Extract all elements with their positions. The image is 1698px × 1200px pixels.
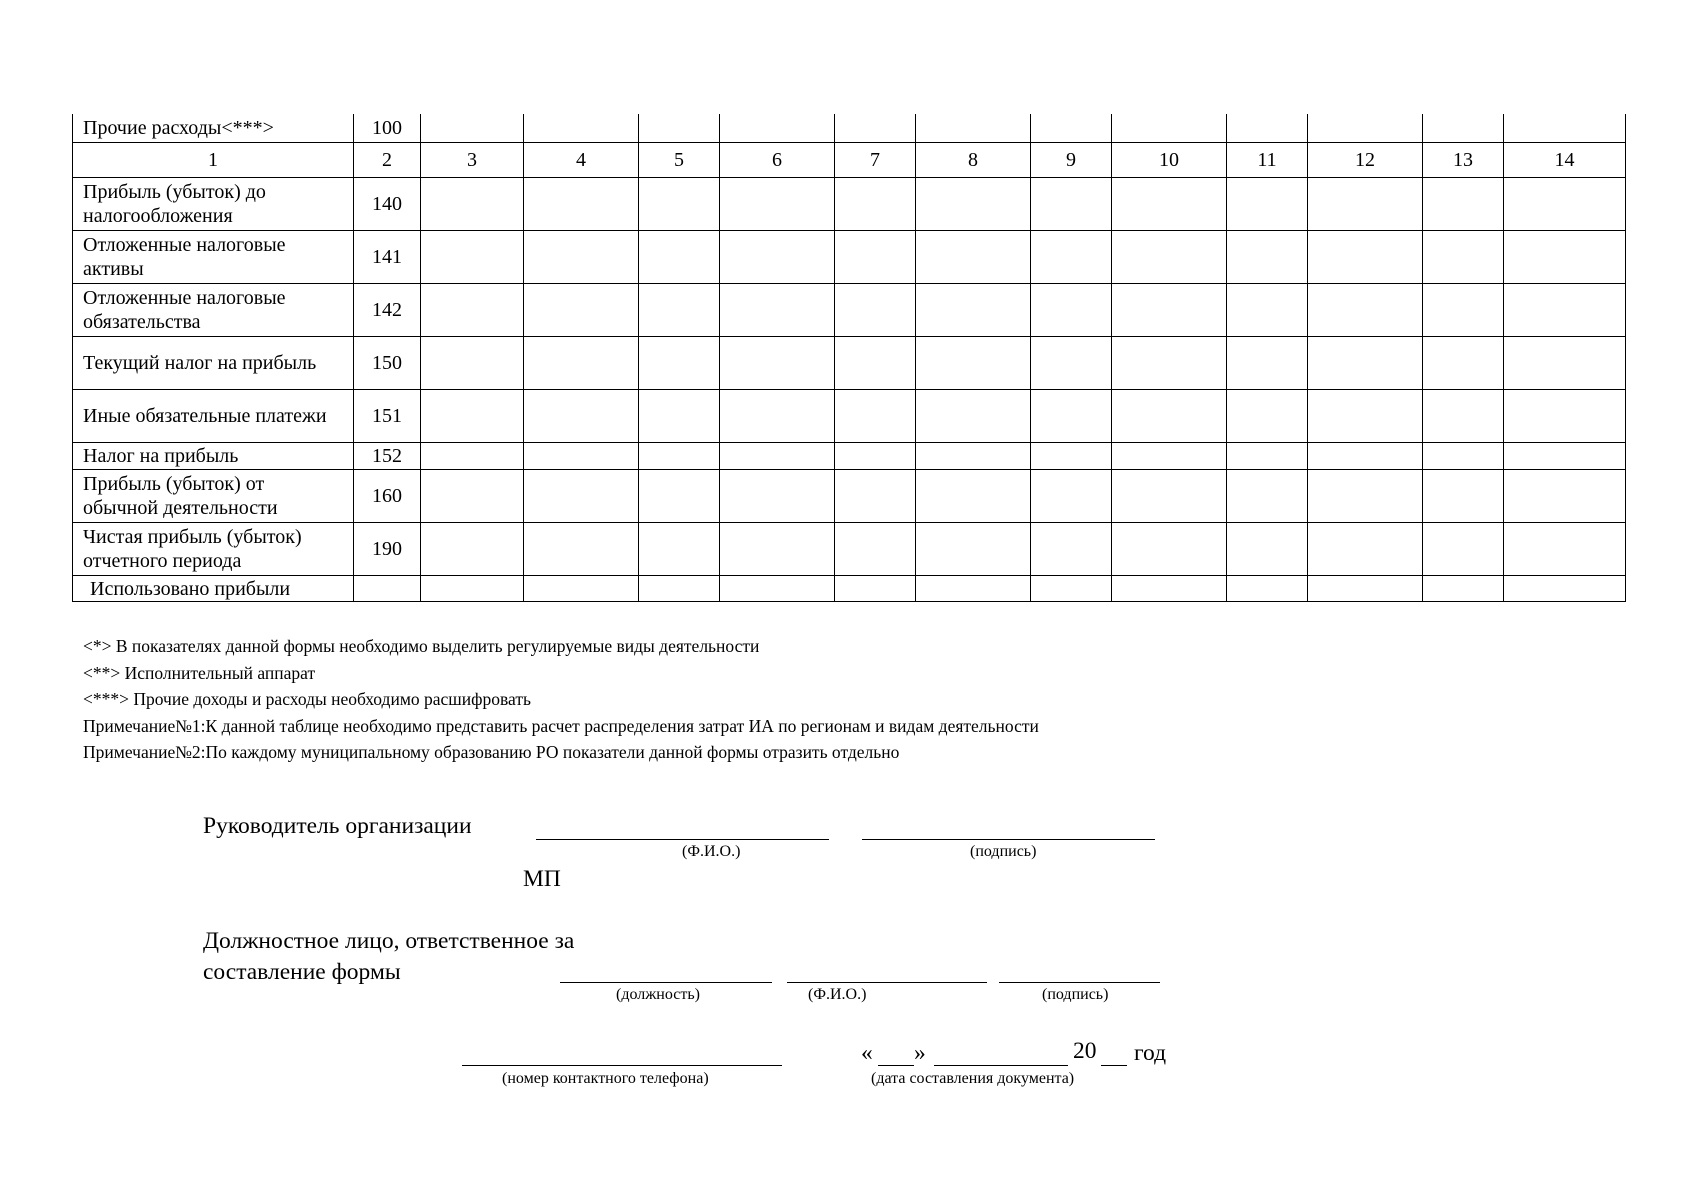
head-signature-line[interactable] (862, 839, 1155, 840)
table-cell (1031, 231, 1112, 284)
table-cell (835, 178, 916, 231)
row-label: Отложенные налоговые активы (73, 231, 354, 284)
table-cell (1112, 576, 1227, 602)
table-cell (1423, 284, 1504, 337)
table-row (73, 178, 1626, 231)
table-cell (1031, 443, 1112, 470)
table-cell (1308, 443, 1423, 470)
table-cell (916, 576, 1031, 602)
table-cell (639, 576, 720, 602)
table-cell (1227, 114, 1308, 143)
column-number: 10 (1112, 143, 1227, 178)
table-cell (421, 337, 524, 390)
table-cell (639, 523, 720, 576)
table-cell (1227, 576, 1308, 602)
table-cell (1423, 470, 1504, 523)
table-cell (639, 231, 720, 284)
table-cell (1308, 576, 1423, 602)
table-cell (1504, 523, 1626, 576)
date-year-prefix: 20 (1073, 1038, 1097, 1064)
table-cell (1423, 523, 1504, 576)
table-cell (1308, 231, 1423, 284)
row-label: Чистая прибыль (убыток) отчетного периода (73, 523, 354, 576)
table-cell (1031, 337, 1112, 390)
official-signature-caption: (подпись) (1042, 986, 1109, 1003)
table-cell (524, 523, 639, 576)
table-cell (1227, 523, 1308, 576)
column-number: 7 (835, 143, 916, 178)
table-cell (1112, 114, 1227, 143)
phone-caption: (номер контактного телефона) (502, 1070, 709, 1087)
date-month-line[interactable] (934, 1065, 1068, 1066)
table-cell (1504, 178, 1626, 231)
table-cell (1308, 470, 1423, 523)
table-row (73, 576, 1626, 602)
table-cell (639, 178, 720, 231)
table-cell (1031, 390, 1112, 443)
footnote: <***> Прочие доходы и расходы необходимо расшифровать (83, 689, 531, 709)
table-cell (1227, 178, 1308, 231)
table-cell (1504, 284, 1626, 337)
table-cell (916, 284, 1031, 337)
phone-line[interactable] (462, 1065, 782, 1066)
column-number: 1 (73, 143, 354, 178)
column-number: 4 (524, 143, 639, 178)
table-cell (835, 284, 916, 337)
row-label: Текущий налог на прибыль (73, 337, 354, 390)
table-cell (1504, 576, 1626, 602)
stamp-placeholder: МП (523, 866, 561, 892)
position-caption: (должность) (616, 986, 700, 1003)
table-cell (720, 114, 835, 143)
table-cell (524, 390, 639, 443)
official-label-line2: составление формы (203, 959, 401, 985)
table-row (73, 284, 1626, 337)
table-cell (835, 390, 916, 443)
table-cell (524, 178, 639, 231)
table-cell (1112, 337, 1227, 390)
table-cell (1423, 390, 1504, 443)
row-code: 141 (354, 231, 421, 284)
table-cell (916, 470, 1031, 523)
column-number: 3 (421, 143, 524, 178)
footnote: Примечание№2:По каждому муниципальному образованию РО показатели данной формы отразить отдельно (83, 742, 900, 762)
row-label: Прибыль (убыток) до налогообложения (73, 178, 354, 231)
table-cell (835, 576, 916, 602)
table-cell (421, 470, 524, 523)
position-line[interactable] (560, 982, 772, 983)
table-row (73, 523, 1626, 576)
table-cell (1031, 523, 1112, 576)
table-cell (1423, 576, 1504, 602)
table-cell (639, 337, 720, 390)
row-label: Прибыль (убыток) от обычной деятельности (73, 470, 354, 523)
table-cell (1112, 178, 1227, 231)
column-number: 2 (354, 143, 421, 178)
table-cell (1227, 284, 1308, 337)
table-cell (524, 231, 639, 284)
official-signature-line[interactable] (999, 982, 1160, 983)
table-cell (1227, 231, 1308, 284)
table-cell (1423, 337, 1504, 390)
table-cell (524, 284, 639, 337)
table-cell (421, 178, 524, 231)
official-label-line1: Должностное лицо, ответственное за (203, 928, 575, 954)
table-cell (1423, 114, 1504, 143)
table-cell (835, 231, 916, 284)
table-row (73, 470, 1626, 523)
table-row (73, 114, 1626, 143)
row-label: Прочие расходы<***> (73, 114, 354, 143)
table-cell (421, 231, 524, 284)
column-number: 13 (1423, 143, 1504, 178)
table-cell (421, 576, 524, 602)
table-cell (720, 178, 835, 231)
table-cell (1504, 114, 1626, 143)
row-code: 150 (354, 337, 421, 390)
date-year-suffix: год (1134, 1040, 1167, 1066)
head-fio-line[interactable] (536, 839, 829, 840)
table-cell (720, 443, 835, 470)
footnote: <**> Исполнительный аппарат (83, 662, 316, 683)
table-cell (1112, 284, 1227, 337)
table-cell (1031, 114, 1112, 143)
table-cell (916, 390, 1031, 443)
table-row (73, 443, 1626, 470)
table-cell (1227, 443, 1308, 470)
table-cell (524, 337, 639, 390)
column-number: 14 (1504, 143, 1626, 178)
table-cell (421, 523, 524, 576)
table-cell (1504, 231, 1626, 284)
column-number: 11 (1227, 143, 1308, 178)
table-row (73, 231, 1626, 284)
date-year-line[interactable] (1101, 1065, 1127, 1066)
table-cell (1031, 284, 1112, 337)
column-number: 8 (916, 143, 1031, 178)
table-cell (524, 443, 639, 470)
table-cell (421, 390, 524, 443)
table-cell (1308, 284, 1423, 337)
table-cell (1504, 470, 1626, 523)
row-code: 152 (354, 443, 421, 470)
column-number: 12 (1308, 143, 1423, 178)
column-number-row (73, 143, 1626, 178)
date-caption: (дата составления документа) (871, 1070, 1075, 1087)
date-close-quote: » (914, 1040, 926, 1066)
row-code: 100 (354, 114, 421, 143)
table-cell (720, 337, 835, 390)
table-cell (720, 523, 835, 576)
table-cell (1308, 390, 1423, 443)
date-open-quote: « (861, 1040, 873, 1066)
table-cell (1112, 470, 1227, 523)
table-cell (720, 284, 835, 337)
footnote: <*> В показателях данной формы необходимо выделить регулируемые виды деятельности (83, 636, 760, 656)
table-cell (1423, 178, 1504, 231)
table-cell (639, 443, 720, 470)
table-cell (1112, 523, 1227, 576)
row-code: 142 (354, 284, 421, 337)
table-cell (1227, 390, 1308, 443)
row-code: 151 (354, 390, 421, 443)
table-cell (639, 284, 720, 337)
table-cell (1308, 178, 1423, 231)
table-cell (421, 443, 524, 470)
head-signature-caption: (подпись) (970, 843, 1037, 860)
table-cell (835, 523, 916, 576)
table-cell (1227, 470, 1308, 523)
table-row (73, 390, 1626, 443)
table-cell (524, 470, 639, 523)
column-number: 6 (720, 143, 835, 178)
table-cell (1504, 390, 1626, 443)
table-cell (524, 114, 639, 143)
table-row (73, 337, 1626, 390)
table-cell (835, 470, 916, 523)
table-cell (1308, 337, 1423, 390)
table-cell (421, 284, 524, 337)
table-cell (916, 231, 1031, 284)
row-code: 190 (354, 523, 421, 576)
table-cell (1112, 231, 1227, 284)
official-fio-caption: (Ф.И.О.) (808, 986, 867, 1003)
table-cell (1031, 576, 1112, 602)
table-cell (916, 178, 1031, 231)
row-label: Иные обязательные платежи (73, 390, 354, 443)
table-cell (1308, 114, 1423, 143)
row-label: Налог на прибыль (73, 443, 354, 470)
row-code (354, 576, 421, 602)
table-cell (720, 470, 835, 523)
table-cell (1308, 523, 1423, 576)
table-cell (1112, 443, 1227, 470)
table-cell (524, 576, 639, 602)
table-cell (835, 114, 916, 143)
table-cell (720, 390, 835, 443)
footnotes (83, 633, 1039, 766)
table-cell (916, 443, 1031, 470)
row-code: 160 (354, 470, 421, 523)
head-of-organization-label: Руководитель организации (203, 813, 472, 839)
table-cell (835, 337, 916, 390)
table-cell (1423, 443, 1504, 470)
table-cell (1504, 443, 1626, 470)
table-cell (1423, 231, 1504, 284)
table-cell (916, 523, 1031, 576)
table-cell (1504, 337, 1626, 390)
table-cell (1031, 470, 1112, 523)
table-cell (1227, 337, 1308, 390)
table-cell (421, 114, 524, 143)
footnote: Примечание№1:К данной таблице необходимо представить расчет распределения затрат ИА по регионам и видам деятельности (83, 715, 1039, 736)
official-fio-line[interactable] (787, 982, 987, 983)
row-label: Использовано прибыли (73, 576, 354, 602)
table-cell (639, 390, 720, 443)
date-day-line[interactable] (878, 1065, 914, 1066)
financial-report-table (72, 114, 1626, 602)
row-code: 140 (354, 178, 421, 231)
table-cell (1031, 178, 1112, 231)
table-cell (720, 576, 835, 602)
table-cell (1112, 390, 1227, 443)
table-cell (916, 337, 1031, 390)
table-cell (639, 114, 720, 143)
column-number: 5 (639, 143, 720, 178)
table-cell (639, 470, 720, 523)
head-fio-caption: (Ф.И.О.) (682, 843, 741, 860)
column-number: 9 (1031, 143, 1112, 178)
table-cell (916, 114, 1031, 143)
table-cell (835, 443, 916, 470)
row-label: Отложенные налоговые обязательства (73, 284, 354, 337)
table-cell (720, 231, 835, 284)
